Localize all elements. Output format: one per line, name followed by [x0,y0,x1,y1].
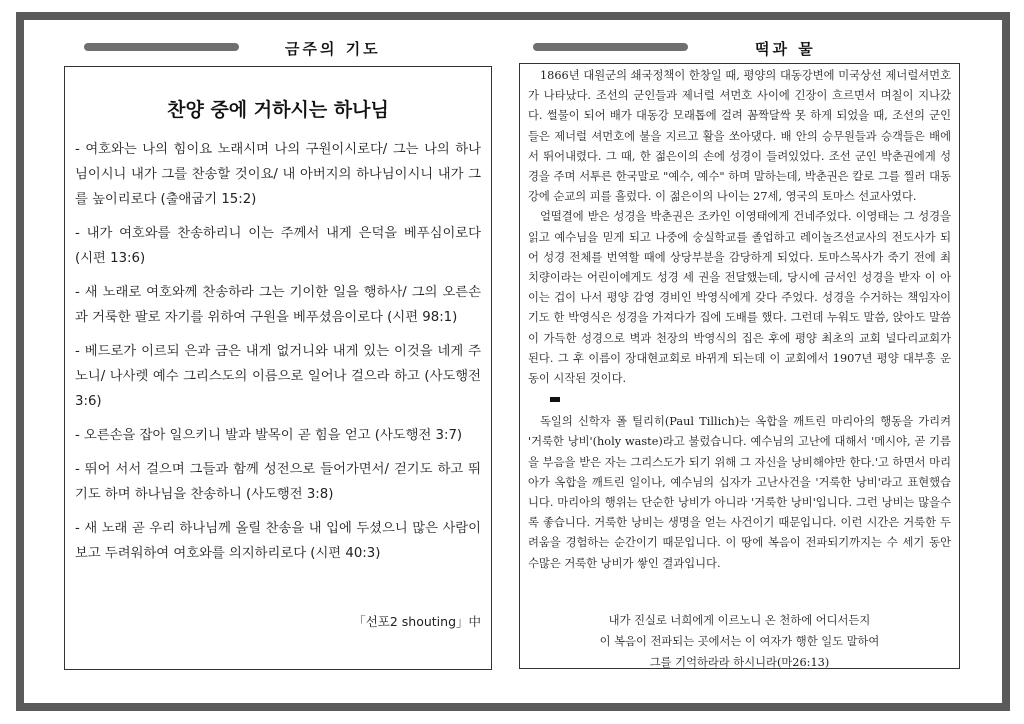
left-header-bar [84,43,239,51]
story-paragraph: 1866년 대원군의 쇄국정책이 한창일 때, 평양의 대동강변에 미국상선 제너럴셔먼호가 나타났다. 조선의 군인들과 제너럴 셔먼호 사이에 긴장이 흐르면서 며칠이 지나갔다. 썰물이 되어 배가 대동강 모래톱에 걸려 꼼짝달싹 못 하게 되었을 때, 조선의 군인들은 제너럴 셔먼호에 불을 지르고 활을 쏘아댔다. 배 안의 승무원들과 승객들은 배에서 뛰어내렸다. 그 때, 한 젊은이의 손에 성경이 들려있었다. 조선 군인 박춘권에게 성경을 주며 서투른 한국말로 "예수, 예수" 하며 말하는데, 박춘권은 칼로 그를 찔러 대동강에 순교의 피를 흘렀다. 이 젊은이의 나이는 27세, 영국의 토마스 선교사였다. [528,69,951,204]
story-paragraph: 얼떨결에 받은 성경을 박춘권은 조카인 이영태에게 건네주었다. 이영태는 그 성경을 읽고 예수님을 믿게 되고 나중에 숭실학교를 졸업하고 레이놀즈선교사의 전도사가 되어 성경 전체를 번역할 때에 상당부분을 감당하게 되었다. 토마스목사가 죽기 전에 최치량이라는 어린이에게도 성경 세 권을 전달했는데, 당시에 금서인 성경을 받자 이 아이는 겁이 나서 평양 감영 경비인 박영식에게 갖다 주었다. 성경을 수거하는 책임자이기도 한 박영식은 성경을 가져다가 집에 도배를 했다. 그런데 누워도 말씀, 앉아도 말씀이 가득한 성경으로 벽과 천장의 박영식의 집은 후에 평양 최초의 교회 널다리교회가 된다. 그 후 이름이 장대현교회로 바뀌게 되는데 이 교회에서 1907년 평양 대부흥 운동이 시작된 것이다. [528,210,951,386]
verse-list [75,137,481,575]
closing-line: 내가 진실로 너희에게 이르노니 온 천하에 어디서든지 [608,614,871,627]
verse-item: - 새 노래로 여호와께 찬송하라 그는 기이한 일을 행하사/ 그의 오른손과 거룩한 팔로 자기를 위하여 구원을 베푸셨음이로다 (시편 98:1) [75,285,481,325]
story-text [528,66,951,574]
closing-line: 이 복음이 전파되는 곳에서는 이 여자가 행한 일도 말하여 [599,635,880,648]
verse-item: - 베드로가 이르되 은과 금은 내게 없거니와 내게 있는 이것을 네게 주노니/ 나사렛 예수 그리스도의 이름으로 일어나 걸으라 하고 (사도행전 3:6) [75,344,481,409]
story-paragraph: 독일의 신학자 폴 틸리히(Paul Tillich)는 옥합을 깨트린 마리아의 행동을 가리켜 '거룩한 낭비'(holy waste)라고 불렀습니다. 예수님의 고난에 대해서 '메시야, 곧 기름을 부음을 받은 자는 그리스도가 되기 위해 그 자신을 낭비해야만 한다.'고 하면서 마리아가 옥합을 깨트린 일이나, 예수님의 십자가 고난사건을 '거룩한 낭비'라고 표현했습니다. 마리아의 행위는 단순한 낭비가 아니라 '거룩한 낭비'입니다. 그런 낭비는 많을수록 좋습니다. 거룩한 낭비는 생명을 얻는 사건이기 때문입니다. 이런 시간은 거룩한 두려움을 경험하는 순간이기 때문입니다. 이 땅에 복음이 전파되기까지는 수 세기 동안 수많은 거룩한 낭비가 쌓인 결과입니다. [528,415,951,570]
verse-item: - 뛰어 서서 걸으며 그들과 함께 성전으로 들어가면서/ 걷기도 하고 뛰기도 하며 하나님을 찬송하니 (사도행전 3:8) [75,462,481,502]
verse-item: - 내가 여호와를 찬송하리니 이는 주께서 내게 은덕을 베푸심이로다 (시편 13:6) [75,226,481,266]
source-citation: 「선포2 shouting」中 [353,614,481,629]
verse-item: - 새 노래 곧 우리 하나님께 올릴 찬송을 내 입에 두셨으니 많은 사람이 보고 두려워하여 여호와를 의지하리로다 (시편 40:3) [75,521,481,561]
prayer-title: 찬양 중에 거하시는 하나님 [167,99,389,121]
story-box [519,63,960,669]
verse-item: - 오른손을 잡아 일으키니 발과 발목이 곧 힘을 얻고 (사도행전 3:7) [75,428,463,443]
verse-item: - 여호와는 나의 힘이요 노래시며 나의 구원이시로다/ 그는 나의 하나님이시니 내가 그를 찬송할 것이요/ 내 아버지의 하나님이시니 내가 그를 높이리로다 (출애굽기 15:2) [75,142,481,207]
left-section-title: 금주의 기도 [285,40,381,58]
closing-line: 그를 기억하라라 하시니라(마26:13) [649,656,830,669]
prayer-box [64,66,492,670]
section-divider-marker [550,397,560,402]
right-header-bar [533,43,688,51]
closing-verse [520,610,959,673]
right-section-title: 떡과 물 [755,40,816,58]
